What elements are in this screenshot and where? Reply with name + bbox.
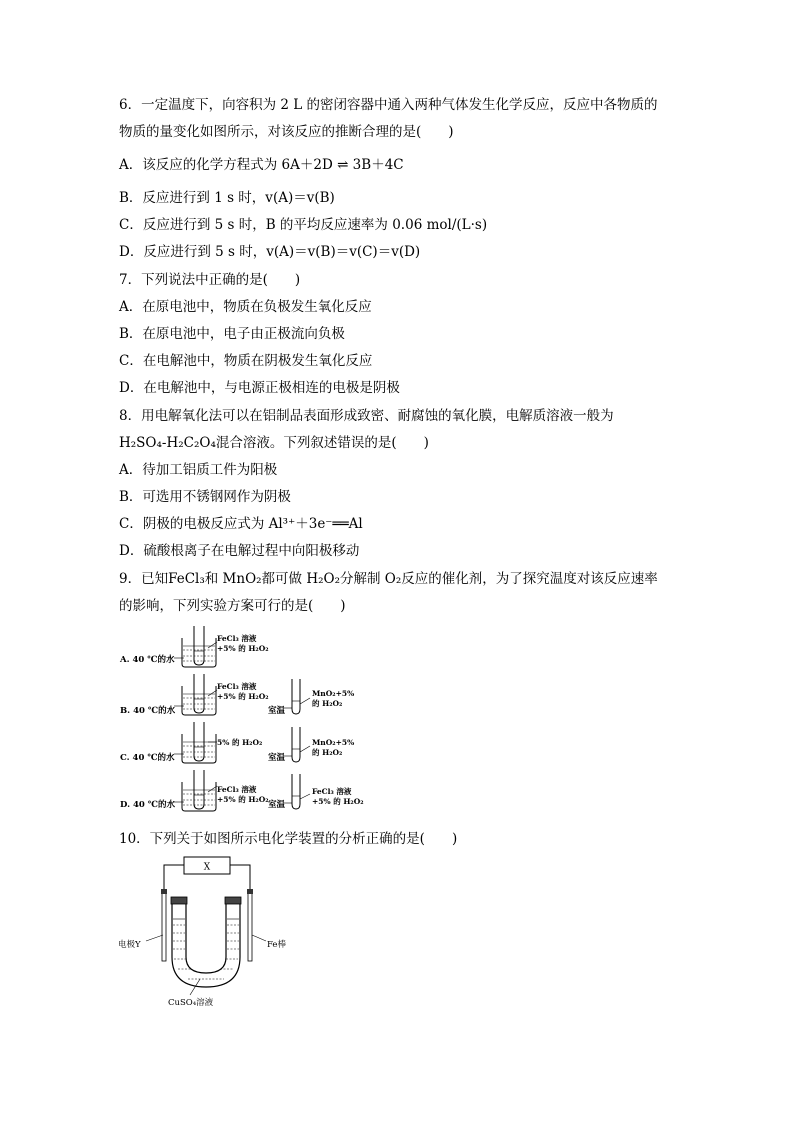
q6-option-b: B．反应进行到 1 s 时，v(A)＝v(B) [119,190,335,206]
setup-b-room-temp: 室温 [268,706,286,716]
q8-stem-line1: 8．用电解氧化法可以在铝制品表面形成致密、耐腐蚀的氧化膜，电解质溶液一般为 [119,408,614,424]
setup-c-room-temp: 室温 [268,753,286,763]
q6-option-c: C．反应进行到 5 s 时，B 的平均反应速率为 0.06 mol/(L·s) [119,217,488,233]
setup-d-room-temp: 室温 [268,800,286,810]
q7-option-b: B．在原电池中，电子由正极流向负极 [119,326,345,342]
q8-option-b: B．可选用不锈钢网作为阴极 [119,489,291,505]
setup-d-tube-text1: FeCl₃ 溶液 [312,787,352,796]
setup-c-tube-text2: 的 H₂O₂ [312,748,343,757]
setup-c [120,722,354,763]
setup-d-label: D. 40 ℃的水 [120,800,175,810]
power-source-label: X [203,862,211,873]
q9-stem-line2: 的影响，下列实验方案可行的是( ) [119,598,346,614]
q7-option-d: D．在电解池中，与电源正极相连的电极是阴极 [119,380,400,396]
setup-d [120,770,364,811]
q8-option-d: D．硫酸根离子在电解过程中向阳极移动 [119,543,360,559]
q8-stem-line2: H₂SO₄-H₂C₂O₄混合溶液。下列叙述错误的是( ) [119,435,429,451]
setup-d-beaker-text1: FeCl₃ 溶液 [217,785,257,794]
setup-b-label: B. 40 ℃的水 [120,706,176,716]
q6-option-a: A．该反应的化学方程式为 6A＋2D ⇌ 3B＋4C [119,157,404,173]
q10-electrochem-figure [116,855,316,1010]
setup-c-tube-text1: MnO₂+5% [312,738,355,747]
electrode-y [162,891,166,961]
setup-b-tube-text2: 的 H₂O₂ [312,699,343,708]
fe-rod [248,891,252,961]
cuso4-solution-label: CuSO₄溶液 [168,998,214,1008]
setup-d-beaker-text2: +5% 的 H₂O₂ [217,795,269,804]
wire-left [164,865,184,893]
wire-right [230,865,250,893]
setup-b [120,674,354,716]
setup-a-beaker-text2: +5% 的 H₂O₂ [217,644,269,653]
setup-a-beaker-text1: FeCl₃ 溶液 [217,634,257,643]
q9-stem-line1: 9．已知FeCl₃和 MnO₂都可做 H₂O₂分解制 O₂反应的催化剂，为了探究温度对该反应速率 [119,571,658,587]
electrode-y-cap [161,889,167,894]
q7-option-a: A．在原电池中，物质在负极发生氧化反应 [119,299,372,315]
q8-option-c: C．阴极的电极反应式为 Al³⁺＋3e⁻══Al [119,516,363,532]
right-stopper [225,897,241,904]
solution-level [173,919,239,979]
setup-c-beaker-text: 5% 的 H₂O₂ [217,738,263,747]
q6-stem-line2: 物质的量变化如图所示，对该反应的推断合理的是( ) [119,124,454,140]
q7-stem: 7．下列说法中正确的是( ) [119,272,301,288]
fe-rod-label: Fe棒 [267,940,286,950]
q6-option-d: D．反应进行到 5 s 时，v(A)＝v(B)＝v(C)＝v(D) [119,244,421,260]
electrode-y-label: 电极Y [118,940,141,950]
setup-b-beaker-text1: FeCl₃ 溶液 [217,682,257,691]
q6-stem-line1: 6．一定温度下，向容积为 2 L 的密闭容器中通入两种气体发生化学反应，反应中各物质的 [119,97,658,113]
q10-stem: 10．下列关于如图所示电化学装置的分析正确的是( ) [119,831,458,847]
setup-a-label: A. 40 ℃的水 [120,655,175,665]
q7-option-c: C．在电解池中，物质在阴极发生氧化反应 [119,353,373,369]
left-stopper [171,897,187,904]
u-tube-inner [186,903,226,973]
setup-b-beaker-text2: +5% 的 H₂O₂ [217,692,269,701]
setup-d-tube-text2: +5% 的 H₂O₂ [312,797,364,806]
setup-c-label: C. 40 ℃的水 [120,753,175,763]
q9-experiment-figure [118,624,378,814]
q8-option-a: A．待加工铝质工件为阳极 [119,462,278,478]
u-tube-outer [172,903,240,987]
fe-rod-cap [247,889,253,894]
setup-b-tube-text1: MnO₂+5% [312,689,355,698]
setup-a [119,626,269,667]
